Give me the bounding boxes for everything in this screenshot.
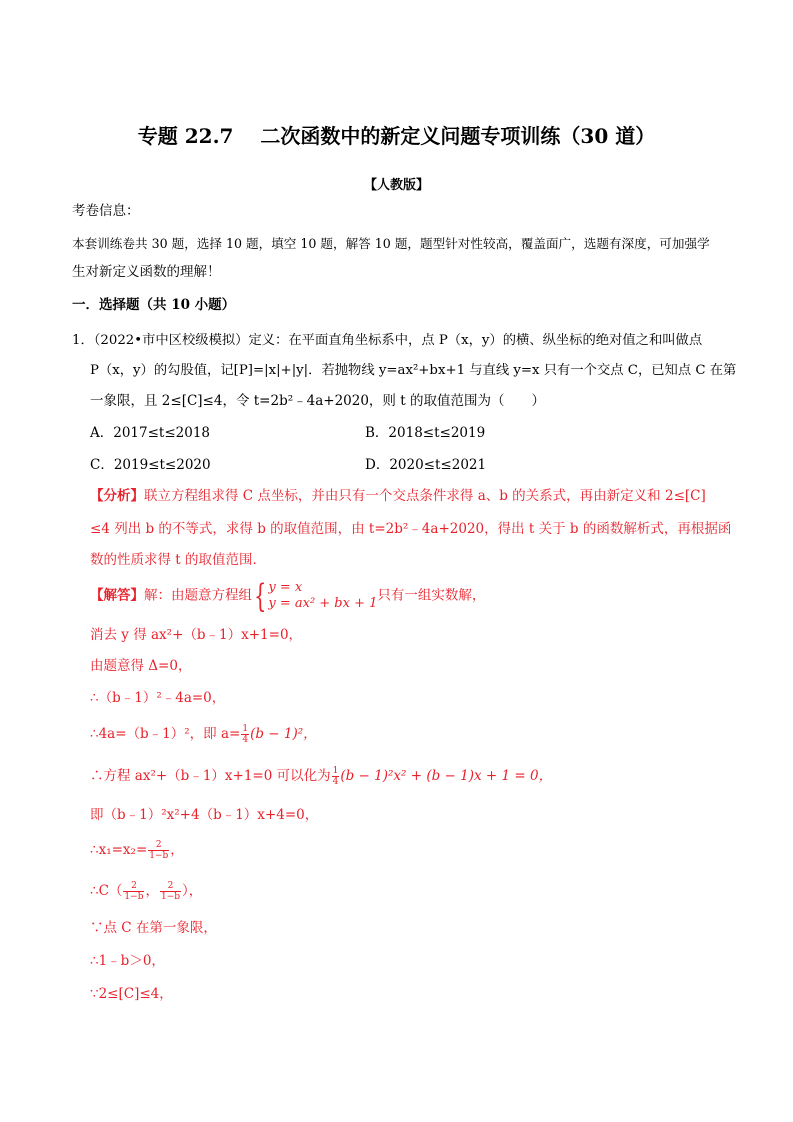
step-8-text: ∴C（ bbox=[90, 883, 123, 899]
solution-intro bbox=[90, 577, 486, 615]
info-label: 考卷信息： bbox=[72, 203, 140, 219]
option-a: A．2017≤t≤2018 bbox=[90, 425, 211, 441]
solution-intro-text: 解：由题意方程组 bbox=[144, 587, 252, 604]
fraction-numerator: 2 bbox=[148, 840, 169, 851]
solution-step-9: ∵点 C 在第一象限， bbox=[90, 920, 217, 936]
step-4-expr: (b − 1)²， bbox=[250, 726, 317, 742]
fraction bbox=[160, 881, 181, 902]
question-line-3: 一象限，且 2≤[C]≤4，令 t=2b²﹣4a+2020，则 t 的取值范围为（ ） bbox=[90, 393, 545, 409]
step-4-text: ∴4a=（b﹣1）²，即 a= bbox=[90, 726, 241, 742]
info-line-2: 生对新定义函数的理解！ bbox=[72, 264, 221, 280]
page-title: 专题 22.7 二次函数中的新定义问题专项训练（30 道） bbox=[137, 124, 656, 148]
solution-step-6: 即（b﹣1）²x²+4（b﹣1）x+4=0， bbox=[90, 807, 319, 823]
fraction-numerator: 1 bbox=[242, 724, 249, 734]
edition-label: 【人教版】 bbox=[363, 178, 429, 193]
analysis-line-3: 数的性质求得 t 的取值范围． bbox=[90, 552, 267, 568]
solution-tag: 【解答】 bbox=[90, 587, 144, 604]
left-brace: { bbox=[254, 577, 267, 615]
solution-step-5 bbox=[90, 766, 552, 787]
analysis-text-1: 联立方程组求得 C 点坐标，并由只有一个交点条件求得 a、b 的关系式，再由新定义和 2≤[C] bbox=[144, 488, 706, 504]
question-line-2: P（x，y）的勾股值，记[P]=|x|+|y|．若抛物线 y=ax²+bx+1 与直线 y=x 只有一个交点 C，已知点 C 在第 bbox=[90, 363, 737, 378]
fraction-denominator: 4 bbox=[332, 777, 339, 787]
solution-step-4 bbox=[90, 724, 317, 745]
fraction-numerator: 2 bbox=[160, 881, 181, 892]
step-8-tail: ）， bbox=[181, 883, 203, 899]
equation-2: y = ax² + bx + 1 bbox=[268, 596, 378, 611]
fraction bbox=[332, 766, 340, 787]
fraction bbox=[123, 881, 144, 902]
step-7-tail: ， bbox=[170, 842, 184, 858]
step-5-expr: (b − 1)²x² + (b − 1)x + 1 = 0， bbox=[340, 768, 553, 784]
solution-step-11: ∵2≤[C]≤4， bbox=[90, 986, 173, 1002]
fraction-numerator: 2 bbox=[123, 881, 144, 892]
solution-step-3: ∴（b﹣1）²﹣4a=0， bbox=[90, 690, 226, 706]
analysis-line-1 bbox=[90, 486, 706, 506]
step-5-text: ∴方程 ax²+（b﹣1）x+1=0 可以化为 bbox=[90, 768, 331, 784]
solution-step-1: 消去 y 得 ax²+（b﹣1）x+1=0， bbox=[90, 627, 303, 643]
solution-step-2: 由题意得 Δ=0， bbox=[90, 658, 192, 674]
fraction-denominator: 1−b bbox=[124, 892, 144, 902]
fraction-denominator: 1−b bbox=[160, 892, 180, 902]
question-line-1: 1．（2022•市中区校级模拟）定义：在平面直角坐标系中，点 P（x，y）的横、纵坐标的绝对值之和叫做点 bbox=[72, 333, 703, 348]
info-line-1: 本套训练卷共 30 题，选择 10 题，填空 10 题，解答 10 题，题型针对性较高，覆盖面广，选题有深度，可加强学 bbox=[72, 236, 710, 251]
solution-step-7 bbox=[90, 840, 184, 861]
analysis-line-2: ≤4 列出 b 的不等式，求得 b 的取值范围，由 t=2b²﹣4a+2020，得出 t 关于 b 的函数解析式，再根据函 bbox=[90, 521, 732, 537]
step-7-text: ∴x₁=x₂= bbox=[90, 842, 148, 858]
fraction-denominator: 1−b bbox=[149, 851, 169, 861]
equation-system bbox=[268, 580, 377, 612]
fraction-denominator: 4 bbox=[242, 735, 249, 745]
section-heading: 一．选择题（共 10 小题） bbox=[72, 297, 236, 313]
analysis-tag: 【分析】 bbox=[90, 488, 144, 504]
solution-step-8 bbox=[90, 881, 202, 902]
option-c: C．2019≤t≤2020 bbox=[90, 457, 211, 473]
solution-step-10: ∴1﹣b＞0， bbox=[90, 953, 165, 969]
step-8-separator: ， bbox=[145, 883, 159, 899]
fraction bbox=[148, 840, 169, 861]
fraction-numerator: 1 bbox=[332, 766, 339, 776]
equation-1: y = x bbox=[268, 580, 303, 595]
option-d: D．2020≤t≤2021 bbox=[365, 457, 487, 473]
option-b: B．2018≤t≤2019 bbox=[365, 425, 486, 441]
solution-intro-tail: 只有一组实数解， bbox=[377, 587, 486, 604]
fraction bbox=[241, 724, 249, 745]
